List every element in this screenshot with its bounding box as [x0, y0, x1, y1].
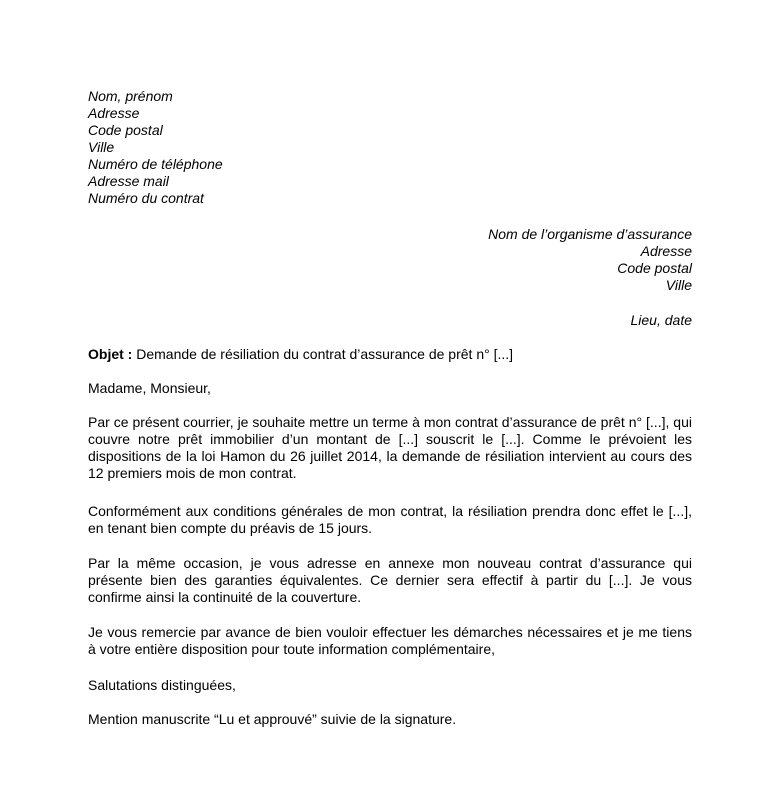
subject-line — [88, 346, 692, 363]
sender-address: Adresse — [88, 105, 140, 121]
recipient-city: Ville — [665, 277, 692, 293]
paragraph-thanks: Je vous remercie par avance de bien vouloir effectuer les démarches nécessaires et je me tiens à votre entière disposition pour toute information complémentaire, — [88, 624, 692, 657]
subject-text: Demande de résiliation du contrat d’assurance de prêt n° [...] — [132, 346, 514, 362]
sender-postal-code: Code postal — [88, 122, 163, 138]
recipient-block — [488, 226, 692, 294]
recipient-address: Adresse — [640, 243, 692, 259]
recipient-organization: Nom de l’organisme d’assurance — [488, 226, 692, 242]
sender-email: Adresse mail — [88, 173, 169, 189]
paragraph-new-contract: Par la même occasion, je vous adresse en annexe mon nouveau contrat d’assurance qui présente bien des garanties équivalentes. Ce dernier sera effectif à partir du [...]. Je vous confirme ainsi la continuité de la couverture. — [88, 555, 692, 605]
paragraph-termination-request: Par ce présent courrier, je souhaite mettre un terme à mon contrat d’assurance de prêt n° [...], qui couvre notre prêt immobilier d’un montant de [...] souscrit le [...]. Comme le prévoient les dispositions de la loi Hamon du 26 juillet 2014, la demande de résiliation intervient au cours des 12 premiers mois de mon contrat. — [88, 414, 692, 481]
sender-city: Ville — [88, 139, 115, 155]
closing-formula: Salutations distinguées, — [88, 677, 236, 693]
paragraph-effective-date: Conformément aux conditions générales de mon contrat, la résiliation prendra donc effet le [...], en tenant bien compte du préavis de 15 jours. — [88, 503, 692, 536]
sender-block — [88, 88, 223, 207]
salutation: Madame, Monsieur, — [88, 380, 211, 396]
signature-mention: Mention manuscrite “Lu et approuvé” suivie de la signature. — [88, 711, 457, 727]
recipient-postal-code: Code postal — [617, 260, 692, 276]
sender-phone: Numéro de téléphone — [88, 156, 223, 172]
sender-name: Nom, prénom — [88, 88, 173, 104]
sender-contract-number: Numéro du contrat — [88, 190, 204, 206]
subject-label: Objet : — [88, 346, 133, 362]
place-date: Lieu, date — [630, 312, 692, 328]
